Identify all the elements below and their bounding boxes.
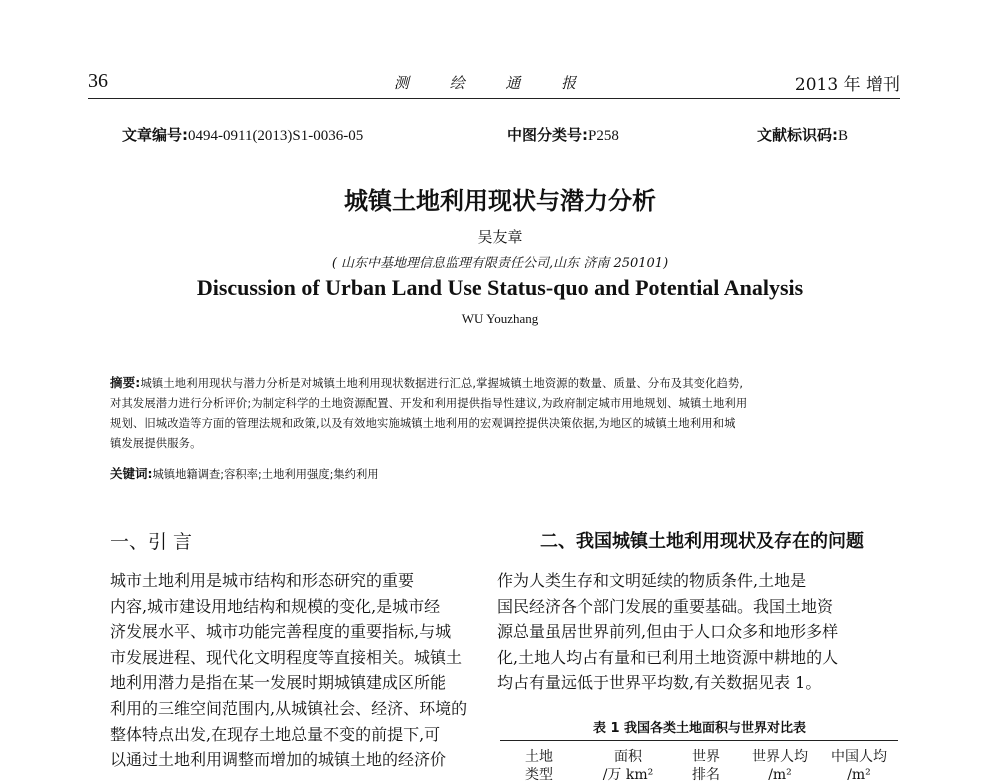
body-column-left bbox=[110, 568, 480, 773]
abstract bbox=[110, 373, 900, 454]
table-header-line: /m² bbox=[768, 767, 792, 783]
table-header-line: 中国人均 bbox=[831, 749, 887, 765]
body-line: 城市土地利用是城市结构和形态研究的重要 bbox=[110, 571, 415, 590]
abstract-line: 对其发展潜力进行分析评价;为制定科学的土地资源配置、开发和利用提供指导性建议,为政府制定城市用地规划、城镇土地利用 bbox=[110, 397, 748, 410]
keywords bbox=[110, 464, 379, 482]
article-number-value: 0494-0911(2013)S1-0036-05 bbox=[188, 128, 364, 144]
document-code-label: 文献标识码: bbox=[757, 126, 838, 144]
table-header-line: 面积 bbox=[614, 749, 642, 765]
table-header-line: 世界人均 bbox=[752, 749, 808, 765]
abstract-line bbox=[110, 373, 900, 394]
table-header-cell bbox=[508, 748, 570, 784]
table-header-line: 排名 bbox=[692, 767, 720, 783]
section-title-status: 二、我国城镇土地利用现状及存在的问题 bbox=[540, 531, 864, 552]
clc-number-value: P258 bbox=[588, 128, 619, 144]
title-english: Discussion of Urban Land Use Status-quo and Potential Analysis bbox=[196, 275, 804, 300]
abstract-line: 镇发展提供服务。 bbox=[110, 437, 202, 450]
table-header-line: 类型 bbox=[525, 767, 553, 783]
author-chinese: 吴友章 bbox=[477, 228, 523, 246]
body-line: 地利用潜力是指在某一发展时期城镇建成区所能 bbox=[110, 673, 447, 693]
author-english: WU Youzhang bbox=[461, 311, 539, 326]
body-line: 整体特点出发,在现存土地总量不变的前提下,可 bbox=[110, 724, 441, 744]
body-line: 济发展水平、城市功能完善程度的重要指标,与城 bbox=[110, 622, 452, 642]
issue-label: 2013 年 增刊 bbox=[794, 75, 900, 95]
table-header-cell bbox=[740, 748, 820, 784]
title-chinese: 城镇土地利用现状与潜力分析 bbox=[344, 186, 656, 215]
body-line: 作为人类生存和文明延续的物质条件,土地是 bbox=[497, 571, 807, 590]
article-number-label: 文章编号: bbox=[122, 126, 188, 144]
document-code-value: B bbox=[838, 128, 849, 144]
abstract-text: 城镇土地利用现状与潜力分析是对城镇土地利用现状数据进行汇总,掌握城镇土地资源的数量、质量、分布及其变化趋势, bbox=[140, 377, 744, 390]
body-line: 国民经济各个部门发展的重要基础。我国土地资 bbox=[497, 596, 834, 616]
page-number: 36 bbox=[88, 70, 108, 92]
table-header-cell bbox=[588, 748, 668, 784]
header-rule bbox=[88, 98, 900, 99]
table-header-line: /m² bbox=[847, 767, 871, 783]
body-line: 内容,城市建设用地结构和规模的变化,是城市经 bbox=[110, 596, 441, 616]
table-header-line: 土地 bbox=[525, 749, 553, 765]
keywords-label: 关键词: bbox=[110, 466, 153, 481]
abstract-line: 规划、旧城改造等方面的管理法规和政策,以及有效地实施城镇土地利用的宏观调控提供决策依据,为地区的城镇土地利用和城 bbox=[110, 417, 736, 430]
keywords-text: 城镇地籍调查;容积率;土地利用强度;集约利用 bbox=[152, 468, 379, 481]
body-column-right bbox=[497, 568, 902, 696]
body-line: 源总量虽居世界前列,但由于人口众多和地形多样 bbox=[497, 622, 839, 642]
body-line: 以通过土地利用调整而增加的城镇土地的经济价 bbox=[110, 750, 447, 770]
section-title-introduction: 一、引 言 bbox=[110, 531, 193, 553]
table-caption: 表 1 我国各类土地面积与世界对比表 bbox=[592, 721, 807, 736]
clc-number-label: 中图分类号: bbox=[507, 126, 588, 144]
table-top-rule bbox=[500, 740, 898, 741]
table-header-line: 世界 bbox=[692, 749, 720, 765]
body-line: 市发展进程、现代化文明程度等直接相关。城镇土 bbox=[110, 647, 463, 667]
table-header-cell bbox=[678, 748, 734, 784]
running-header bbox=[88, 70, 900, 96]
journal-name: 测 绘 通 报 bbox=[393, 74, 595, 92]
body-line: 均占有量远低于世界平均数,有关数据见表 1。 bbox=[497, 673, 822, 693]
abstract-label: 摘要: bbox=[110, 375, 141, 390]
clc-number bbox=[507, 124, 619, 145]
table-header-cell bbox=[820, 748, 898, 784]
document-code bbox=[757, 124, 848, 145]
affiliation-chinese: ( 山东中基地理信息监理有限责任公司,山东 济南 250101) bbox=[331, 256, 669, 271]
body-line: 化,土地人均占有量和已利用土地资源中耕地的人 bbox=[497, 647, 839, 667]
article-number bbox=[122, 124, 363, 145]
body-line: 利用的三维空间范围内,从城镇社会、经济、环境的 bbox=[110, 698, 468, 718]
table-header-line: /万 km² bbox=[602, 767, 654, 783]
